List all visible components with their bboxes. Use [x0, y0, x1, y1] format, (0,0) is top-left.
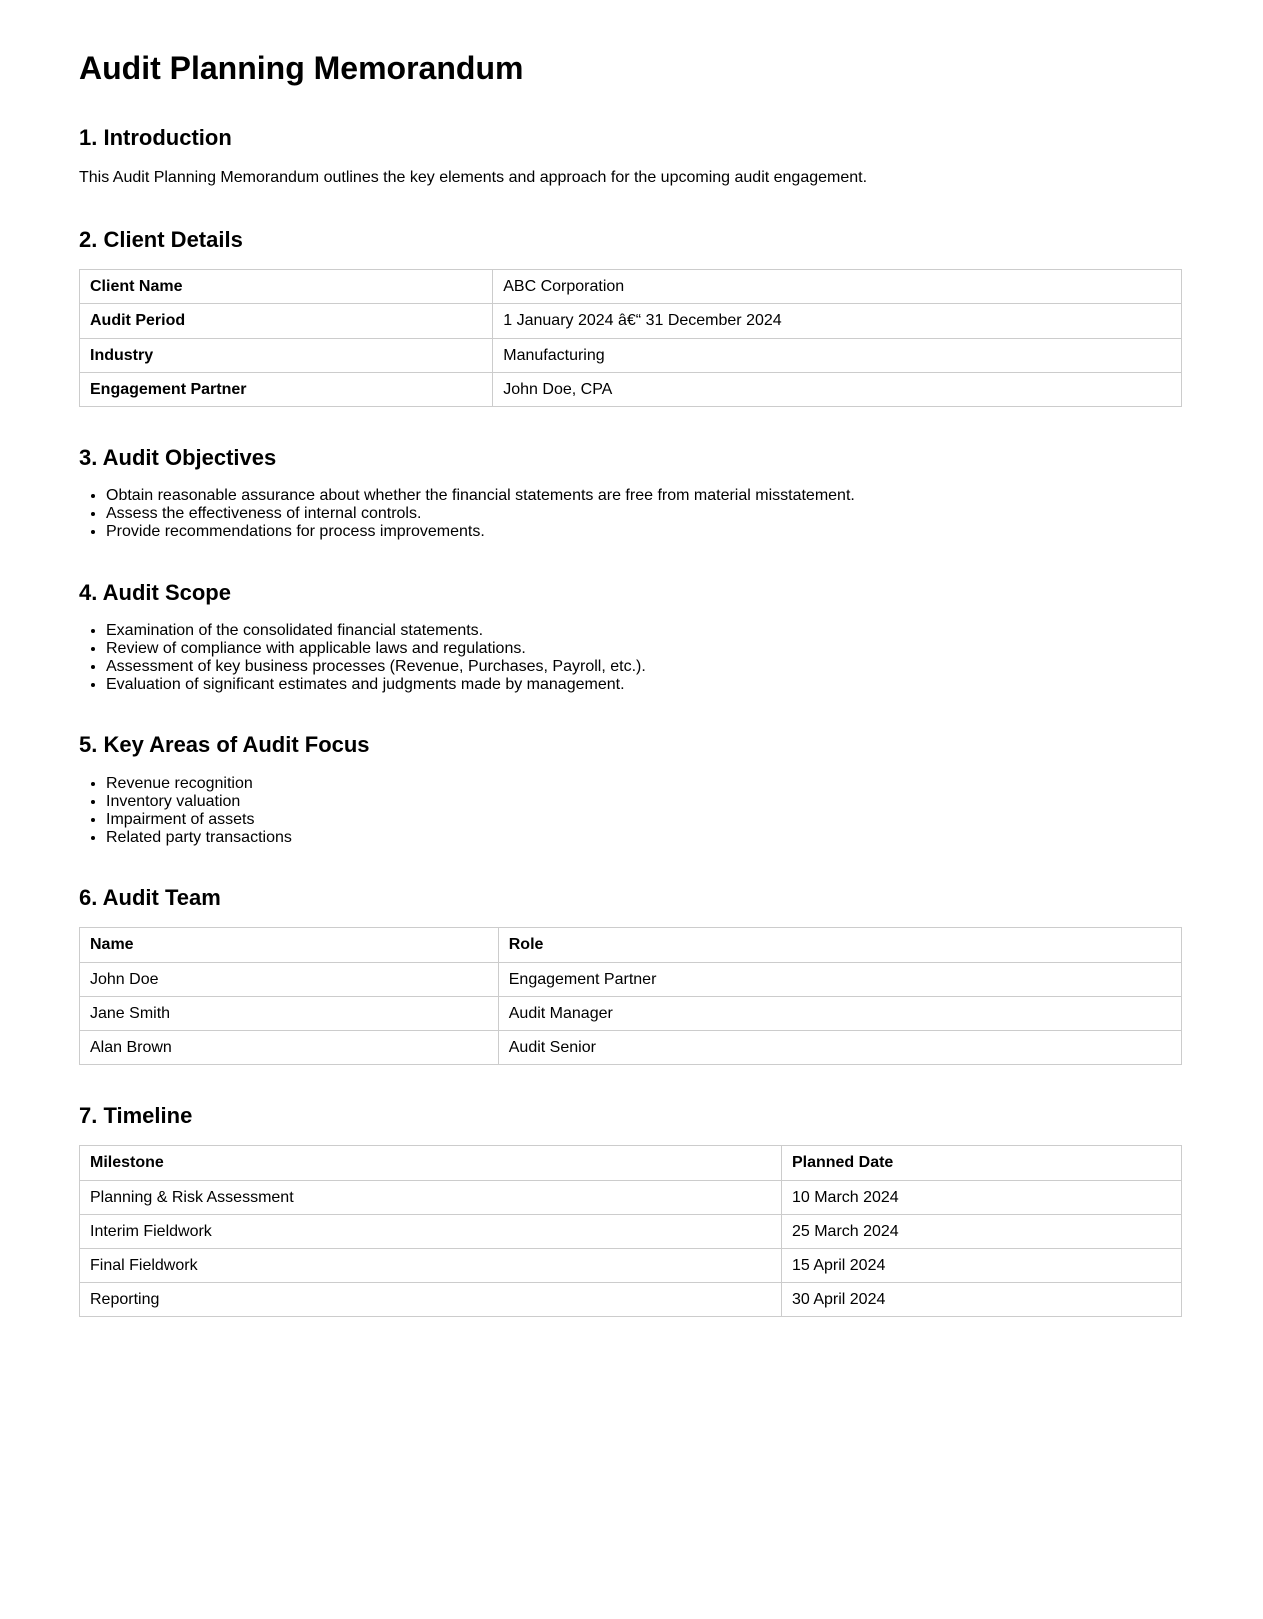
- section-heading-key-areas: 5. Key Areas of Audit Focus: [79, 732, 370, 758]
- client-detail-value-cell: 1 January 2024 â€“ 31 December 2024: [493, 304, 1182, 338]
- planned-date-cell: 25 March 2024: [781, 1214, 1181, 1248]
- section-heading-timeline: 7. Timeline: [79, 1103, 193, 1129]
- column-header-milestone: Milestone: [80, 1146, 782, 1180]
- timeline-row: [80, 1249, 1182, 1283]
- timeline-table: [79, 1145, 1182, 1317]
- client-detail-label-cell: Client Name: [80, 270, 493, 304]
- section-heading-client-details: 2. Client Details: [79, 226, 243, 252]
- introduction-paragraph: This Audit Planning Memorandum outlines the key elements and approach for the upcoming audit engagement.: [79, 169, 868, 187]
- bullet-item: • Inventory valuation: [106, 793, 1182, 811]
- planned-date-cell: 10 March 2024: [781, 1180, 1181, 1214]
- timeline-row: [80, 1180, 1182, 1214]
- client-details-table: [79, 269, 1182, 407]
- milestone-cell: Planning & Risk Assessment: [80, 1180, 782, 1214]
- planned-date-cell: 15 April 2024: [781, 1249, 1181, 1283]
- bullet-item: • Obtain reasonable assurance about whether the financial statements are free from material misstatement.: [106, 487, 1182, 505]
- client-details-row: [80, 304, 1182, 338]
- bullet-item: • Revenue recognition: [106, 775, 1182, 793]
- section-key-areas: [79, 732, 1182, 847]
- bullet-item: • Evaluation of significant estimates and judgments made by management.: [106, 676, 1182, 694]
- team-role-cell: Engagement Partner: [498, 962, 1181, 996]
- document-title: Audit Planning Memorandum: [79, 50, 524, 86]
- client-details-row: [80, 372, 1182, 406]
- bullet-item: • Provide recommendations for process improvements.: [106, 523, 1182, 541]
- bullet-item: • Review of compliance with applicable laws and regulations.: [106, 640, 1182, 658]
- audit-team-table: [79, 927, 1182, 1065]
- section-heading-audit-objectives: 3. Audit Objectives: [79, 444, 277, 470]
- section-audit-scope: [79, 580, 1182, 695]
- client-details-row: [80, 338, 1182, 372]
- client-detail-value-cell: John Doe, CPA: [493, 372, 1182, 406]
- milestone-cell: Final Fieldwork: [80, 1249, 782, 1283]
- column-header-planned-date: Planned Date: [781, 1146, 1181, 1180]
- team-name-cell: Alan Brown: [80, 1030, 499, 1064]
- milestone-cell: Interim Fieldwork: [80, 1214, 782, 1248]
- section-timeline: [79, 1103, 1182, 1317]
- client-detail-value-cell: ABC Corporation: [493, 270, 1182, 304]
- timeline-row: [80, 1283, 1182, 1317]
- section-client-details: [79, 227, 1182, 407]
- client-detail-value-cell: Manufacturing: [493, 338, 1182, 372]
- client-details-row: [80, 270, 1182, 304]
- client-detail-label-cell: Industry: [80, 338, 493, 372]
- planned-date-cell: 30 April 2024: [781, 1283, 1181, 1317]
- bullet-item: • Impairment of assets: [106, 811, 1182, 829]
- milestone-cell: Reporting: [80, 1283, 782, 1317]
- audit-team-row: [80, 996, 1182, 1030]
- audit-team-row: [80, 962, 1182, 996]
- bullet-item: • Assess the effectiveness of internal controls.: [106, 505, 1182, 523]
- team-name-cell: Jane Smith: [80, 996, 499, 1030]
- key-areas-list: [79, 775, 1182, 847]
- section-heading-audit-team: 6. Audit Team: [79, 884, 221, 910]
- column-header-role: Role: [498, 928, 1181, 962]
- audit-objectives-list: [79, 487, 1182, 541]
- audit-scope-list: [79, 622, 1182, 694]
- client-detail-label-cell: Audit Period: [80, 304, 493, 338]
- timeline-header-row: [80, 1146, 1182, 1180]
- column-header-name: Name: [80, 928, 499, 962]
- audit-team-header-row: [80, 928, 1182, 962]
- section-audit-objectives: [79, 445, 1182, 542]
- section-heading-audit-scope: 4. Audit Scope: [79, 579, 231, 605]
- team-role-cell: Audit Manager: [498, 996, 1181, 1030]
- audit-team-row: [80, 1030, 1182, 1064]
- timeline-row: [80, 1214, 1182, 1248]
- section-introduction: [79, 125, 1182, 189]
- section-heading-introduction: 1. Introduction: [79, 124, 232, 150]
- bullet-item: • Assessment of key business processes (Revenue, Purchases, Payroll, etc.).: [106, 658, 1182, 676]
- team-role-cell: Audit Senior: [498, 1030, 1181, 1064]
- team-name-cell: John Doe: [80, 962, 499, 996]
- bullet-item: • Examination of the consolidated financial statements.: [106, 622, 1182, 640]
- bullet-item: • Related party transactions: [106, 829, 1182, 847]
- client-detail-label-cell: Engagement Partner: [80, 372, 493, 406]
- section-audit-team: [79, 885, 1182, 1065]
